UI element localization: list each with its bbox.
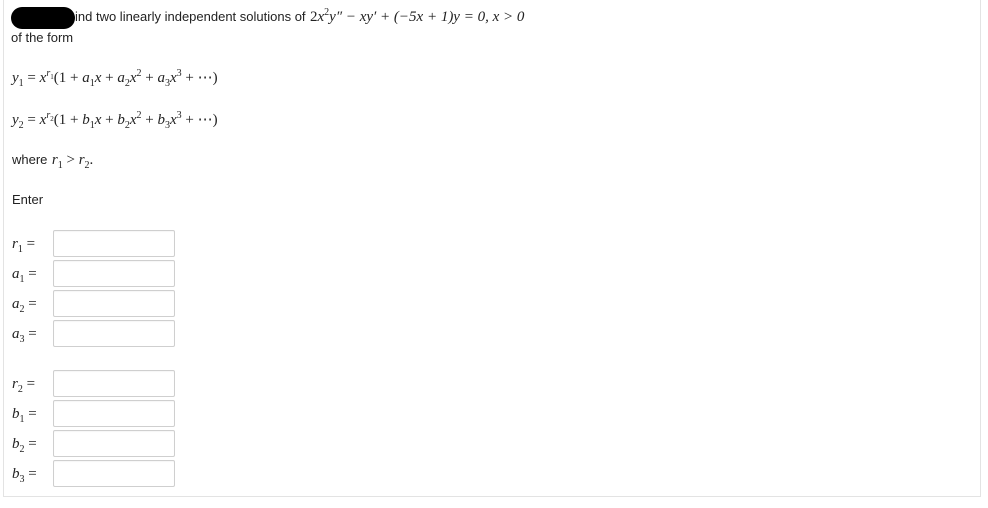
y1-formula: $y_1 = x^{r_1}(1 + a_1x + a_2x^2 + a_3x^3$ + ⋯) (12, 68, 218, 89)
r1-label: $r_1$ = (12, 236, 36, 255)
b2-input[interactable] (53, 430, 175, 457)
enter-label: Enter (12, 192, 44, 207)
a1-label: $a_1$ = (12, 266, 37, 285)
form-text: of the form (11, 30, 74, 45)
a1-input[interactable] (53, 260, 175, 287)
problem-equation: $2x^2y'' - xy' + (-5x + 1)y = 0$, x > 0 (310, 7, 525, 25)
b2-label: $b_2$ = (12, 436, 37, 455)
b1-label: $b_1$ = (12, 406, 37, 425)
a3-input[interactable] (53, 320, 175, 347)
b3-input[interactable] (53, 460, 175, 487)
r2-input[interactable] (53, 370, 175, 397)
a2-input[interactable] (53, 290, 175, 317)
condition-text: where $r_1 > r_2$. (12, 152, 94, 171)
a3-label: $a_3$ = (12, 326, 37, 345)
r2-label: $r_2$ = (12, 376, 36, 395)
b3-label: $b_3$ = (12, 466, 37, 485)
r1-input[interactable] (53, 230, 175, 257)
problem-intro: ind two linearly independent solutions of (75, 9, 306, 24)
b1-input[interactable] (53, 400, 175, 427)
problem-statement (11, 8, 524, 26)
a2-label: $a_2$ = (12, 296, 37, 315)
y2-formula: $y_2 = x^{r_2}(1 + b_1x + b_2x^2 + b_3x^3$ + ⋯) (12, 110, 218, 131)
